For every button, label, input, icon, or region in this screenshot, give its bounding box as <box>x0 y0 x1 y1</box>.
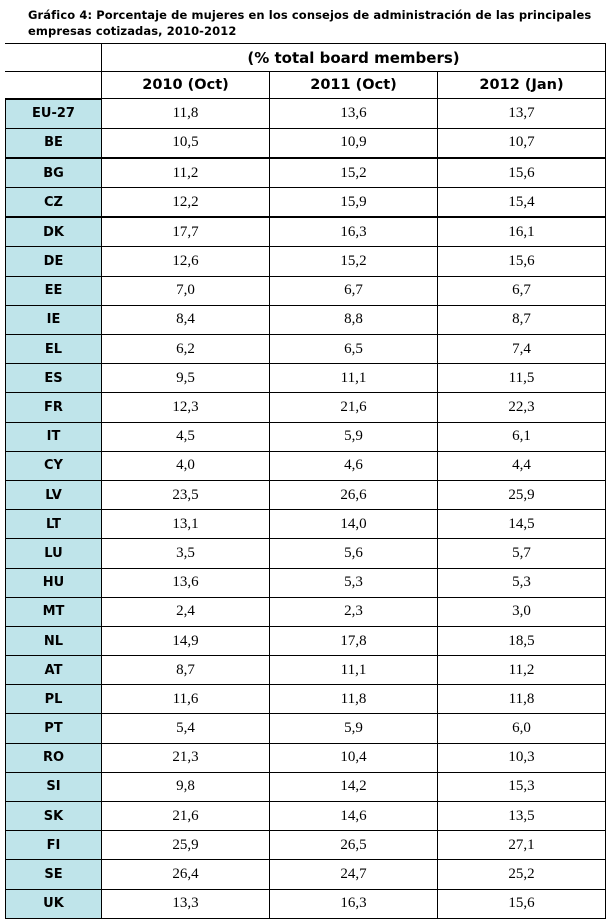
cell-2010: 4,0 <box>102 451 270 480</box>
row-label: LT <box>6 510 102 539</box>
table-row <box>6 685 606 714</box>
cell-2012: 15,6 <box>438 889 606 918</box>
table-row <box>6 656 606 685</box>
cell-2010: 25,9 <box>102 831 270 860</box>
row-label: UK <box>6 889 102 918</box>
row-label: FR <box>6 393 102 422</box>
cell-2012: 14,5 <box>438 510 606 539</box>
cell-2011: 11,1 <box>270 656 438 685</box>
row-label: FI <box>6 831 102 860</box>
cell-2010: 7,0 <box>102 276 270 305</box>
table-row <box>6 335 606 364</box>
cell-2011: 26,5 <box>270 831 438 860</box>
table-row <box>6 276 606 305</box>
cell-2011: 11,8 <box>270 685 438 714</box>
table-row <box>6 568 606 597</box>
cell-2011: 8,8 <box>270 305 438 334</box>
row-label: IE <box>6 305 102 334</box>
cell-2011: 4,6 <box>270 451 438 480</box>
cell-2012: 15,6 <box>438 247 606 276</box>
row-label: PT <box>6 714 102 743</box>
cell-2011: 14,2 <box>270 772 438 801</box>
cell-2010: 13,1 <box>102 510 270 539</box>
row-label: DK <box>6 217 102 247</box>
cell-2011: 2,3 <box>270 597 438 626</box>
cell-2010: 14,9 <box>102 626 270 655</box>
cell-2012: 13,7 <box>438 99 606 129</box>
cell-2012: 10,7 <box>438 128 606 158</box>
row-label: PL <box>6 685 102 714</box>
cell-2012: 27,1 <box>438 831 606 860</box>
row-label: DE <box>6 247 102 276</box>
row-label: LV <box>6 480 102 509</box>
table-row <box>6 772 606 801</box>
table-row <box>6 860 606 889</box>
cell-2012: 6,0 <box>438 714 606 743</box>
cell-2010: 2,4 <box>102 597 270 626</box>
cell-2011: 11,1 <box>270 364 438 393</box>
cell-2012: 4,4 <box>438 451 606 480</box>
table-row <box>6 305 606 334</box>
cell-2012: 16,1 <box>438 217 606 247</box>
table-body <box>6 99 606 919</box>
table-header-row <box>6 72 606 99</box>
cell-2012: 11,5 <box>438 364 606 393</box>
cell-2011: 5,9 <box>270 422 438 451</box>
table-superheader-row <box>6 44 606 72</box>
cell-2010: 12,3 <box>102 393 270 422</box>
cell-2012: 25,2 <box>438 860 606 889</box>
table-row <box>6 158 606 188</box>
cell-2010: 8,4 <box>102 305 270 334</box>
row-label: NL <box>6 626 102 655</box>
page-title: Gráfico 4: Porcentaje de mujeres en los consejos de administración de las principales empresas cotizadas, 2010-2012 <box>28 8 592 38</box>
table-row <box>6 510 606 539</box>
table-row <box>6 802 606 831</box>
table-row <box>6 597 606 626</box>
cell-2010: 21,3 <box>102 743 270 772</box>
cell-2012: 18,5 <box>438 626 606 655</box>
cell-2011: 14,0 <box>270 510 438 539</box>
cell-2011: 5,3 <box>270 568 438 597</box>
cell-2012: 15,6 <box>438 158 606 188</box>
cell-2011: 10,4 <box>270 743 438 772</box>
cell-2010: 12,2 <box>102 188 270 218</box>
table-row <box>6 831 606 860</box>
table-corner-cell <box>6 44 102 72</box>
cell-2010: 21,6 <box>102 802 270 831</box>
row-label: SE <box>6 860 102 889</box>
cell-2012: 8,7 <box>438 305 606 334</box>
board-members-table <box>5 43 606 919</box>
table-row <box>6 393 606 422</box>
table-row <box>6 247 606 276</box>
cell-2011: 16,3 <box>270 889 438 918</box>
cell-2012: 3,0 <box>438 597 606 626</box>
cell-2012: 13,5 <box>438 802 606 831</box>
cell-2010: 12,6 <box>102 247 270 276</box>
cell-2011: 15,2 <box>270 247 438 276</box>
table-row <box>6 364 606 393</box>
cell-2010: 9,8 <box>102 772 270 801</box>
cell-2012: 7,4 <box>438 335 606 364</box>
table-superheader: (% total board members) <box>102 44 606 72</box>
cell-2011: 5,9 <box>270 714 438 743</box>
cell-2012: 10,3 <box>438 743 606 772</box>
cell-2010: 23,5 <box>102 480 270 509</box>
cell-2011: 14,6 <box>270 802 438 831</box>
table-row <box>6 714 606 743</box>
table-row <box>6 480 606 509</box>
cell-2010: 9,5 <box>102 364 270 393</box>
table-row <box>6 889 606 918</box>
table-row <box>6 451 606 480</box>
table-row <box>6 422 606 451</box>
cell-2012: 5,7 <box>438 539 606 568</box>
row-label: SK <box>6 802 102 831</box>
row-label: SI <box>6 772 102 801</box>
row-label: EL <box>6 335 102 364</box>
cell-2010: 4,5 <box>102 422 270 451</box>
row-label: RO <box>6 743 102 772</box>
row-label: LU <box>6 539 102 568</box>
row-label: EU-27 <box>6 99 102 129</box>
cell-2012: 5,3 <box>438 568 606 597</box>
column-header-2011: 2011 (Oct) <box>270 72 438 99</box>
cell-2011: 16,3 <box>270 217 438 247</box>
table-row <box>6 743 606 772</box>
table-row <box>6 99 606 129</box>
cell-2010: 6,2 <box>102 335 270 364</box>
cell-2010: 11,2 <box>102 158 270 188</box>
row-label: BE <box>6 128 102 158</box>
cell-2011: 15,9 <box>270 188 438 218</box>
cell-2012: 11,8 <box>438 685 606 714</box>
cell-2010: 11,6 <box>102 685 270 714</box>
cell-2010: 8,7 <box>102 656 270 685</box>
row-label: AT <box>6 656 102 685</box>
cell-2012: 6,1 <box>438 422 606 451</box>
table-corner-cell-2 <box>6 72 102 99</box>
cell-2012: 22,3 <box>438 393 606 422</box>
row-label: CY <box>6 451 102 480</box>
cell-2011: 17,8 <box>270 626 438 655</box>
table-row <box>6 128 606 158</box>
cell-2010: 17,7 <box>102 217 270 247</box>
table-row <box>6 539 606 568</box>
row-label: MT <box>6 597 102 626</box>
cell-2011: 10,9 <box>270 128 438 158</box>
cell-2010: 11,8 <box>102 99 270 129</box>
cell-2011: 6,7 <box>270 276 438 305</box>
cell-2010: 26,4 <box>102 860 270 889</box>
cell-2011: 21,6 <box>270 393 438 422</box>
cell-2012: 15,3 <box>438 772 606 801</box>
table-row <box>6 626 606 655</box>
cell-2011: 5,6 <box>270 539 438 568</box>
column-header-2010: 2010 (Oct) <box>102 72 270 99</box>
cell-2011: 6,5 <box>270 335 438 364</box>
row-label: ES <box>6 364 102 393</box>
cell-2011: 15,2 <box>270 158 438 188</box>
row-label: IT <box>6 422 102 451</box>
cell-2010: 10,5 <box>102 128 270 158</box>
row-label: EE <box>6 276 102 305</box>
cell-2010: 5,4 <box>102 714 270 743</box>
row-label: HU <box>6 568 102 597</box>
table-row <box>6 188 606 218</box>
cell-2011: 26,6 <box>270 480 438 509</box>
cell-2012: 6,7 <box>438 276 606 305</box>
cell-2012: 11,2 <box>438 656 606 685</box>
row-label: BG <box>6 158 102 188</box>
cell-2011: 13,6 <box>270 99 438 129</box>
cell-2010: 13,6 <box>102 568 270 597</box>
table-head <box>6 44 606 99</box>
cell-2010: 13,3 <box>102 889 270 918</box>
cell-2012: 25,9 <box>438 480 606 509</box>
cell-2012: 15,4 <box>438 188 606 218</box>
column-header-2012: 2012 (Jan) <box>438 72 606 99</box>
row-label: CZ <box>6 188 102 218</box>
table-row <box>6 217 606 247</box>
cell-2011: 24,7 <box>270 860 438 889</box>
cell-2010: 3,5 <box>102 539 270 568</box>
